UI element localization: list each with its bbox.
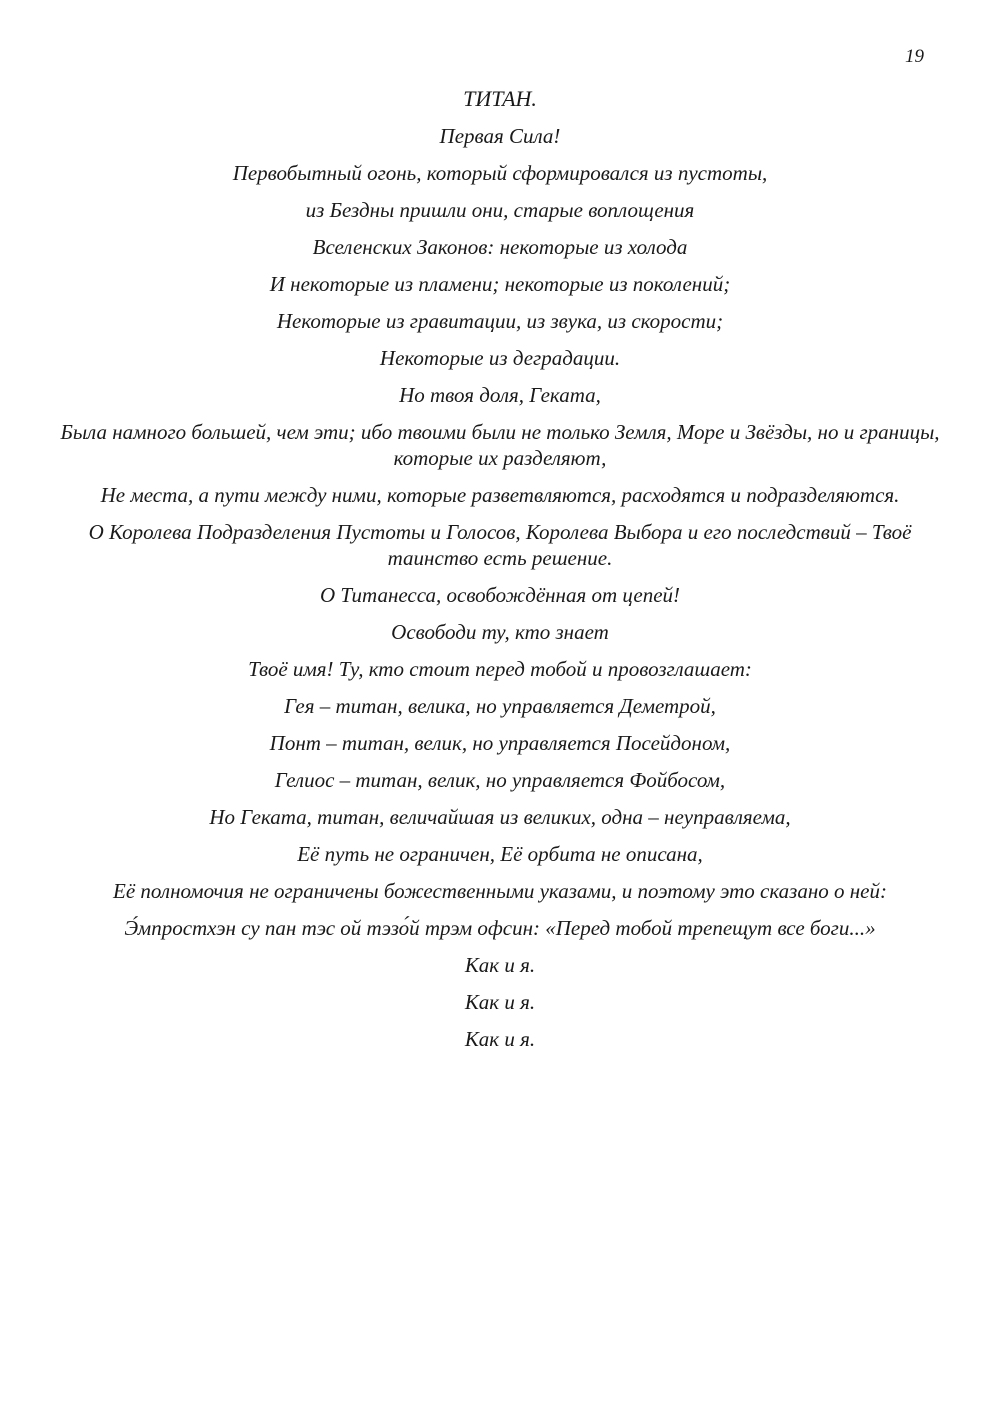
poem-line: Освободи ту, кто знает — [391, 620, 609, 644]
poem-line: Некоторые из деградации. — [379, 346, 621, 370]
poem-line: Гелиос – титан, велик, но управляется Фойбосом, — [274, 768, 726, 792]
poem-line: И некоторые из пламени; некоторые из поколений; — [269, 272, 731, 296]
poem-line: Первая Сила! — [439, 124, 561, 148]
poem-line: О Королева Подразделения Пустоты и Голосов, Королева Выбора и его последствий – Твоё таинство есть решение. — [88, 520, 912, 570]
poem-line: Её полномочия не ограничены божественными указами, и поэтому это сказано о ней: — [113, 879, 887, 903]
poem-line: Была намного большей, чем эти; ибо твоими были не только Земля, Море и Звёзды, но и границы, которые их разделяют, — [60, 420, 940, 470]
poem-line: Как и я. — [464, 1027, 536, 1051]
page-number: 19 — [905, 46, 924, 67]
poem-line: Э́мпростхэн су пан тэс ой тэзо́й трэм офсин: «Перед тобой трепещут все боги...» — [124, 916, 876, 940]
poem-line: Вселенских Законов: некоторые из холода — [312, 235, 688, 259]
poem-line: Но Геката, титан, величайшая из великих, одна – неуправляема, — [209, 805, 791, 829]
poem-line: из Бездны пришли они, старые воплощения — [305, 198, 695, 222]
poem-line: Не места, а пути между ними, которые разветвляются, расходятся и подразделяются. — [100, 483, 900, 507]
poem-line: Понт – титан, велик, но управляется Посейдоном, — [269, 731, 731, 755]
poem-line: Как и я. — [464, 990, 536, 1014]
poem-line: О Титанесса, освобождённая от цепей! — [319, 583, 681, 607]
poem-line: Как и я. — [464, 953, 536, 977]
poem-heading: ТИТАН. — [463, 86, 537, 111]
poem-text — [60, 86, 940, 1063]
poem-line: Гея – титан, велика, но управляется Деметрой, — [284, 694, 716, 718]
poem-line: Первобытный огонь, который сформировался из пустоты, — [232, 161, 768, 185]
poem-line: Твоё имя! Ту, кто стоит перед тобой и провозглашает: — [248, 657, 752, 681]
poem-line: Её путь не ограничен, Её орбита не описана, — [297, 842, 703, 866]
poem-line: Некоторые из гравитации, из звука, из скорости; — [276, 309, 724, 333]
poem-line: Но твоя доля, Геката, — [399, 383, 601, 407]
